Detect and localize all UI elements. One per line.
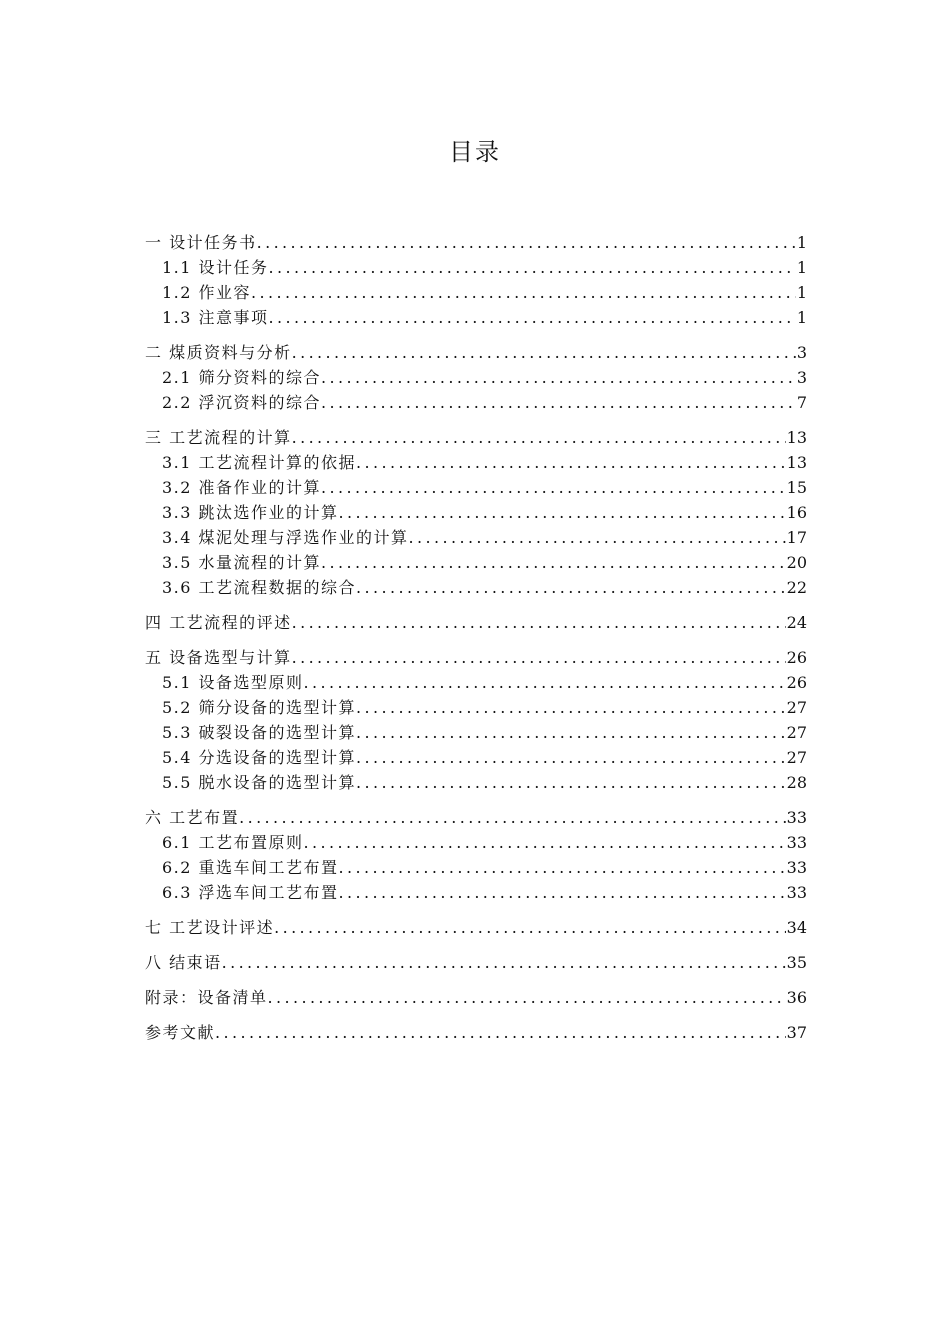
toc-leader-dots bbox=[239, 805, 786, 830]
toc-leader-dots bbox=[269, 305, 796, 330]
toc-entry[interactable] bbox=[145, 855, 807, 880]
toc-page-number: 1 bbox=[796, 258, 807, 277]
toc-entry-label: 5.1 设备选型原则 bbox=[162, 673, 304, 692]
toc-page-number: 13 bbox=[786, 453, 807, 472]
toc-page-number: 13 bbox=[786, 428, 807, 447]
toc-page-number: 7 bbox=[796, 393, 807, 412]
toc-entry-label: 5.2 筛分设备的选型计算 bbox=[162, 698, 357, 717]
toc-page-number: 35 bbox=[786, 953, 807, 972]
toc-leader-dots bbox=[222, 950, 786, 975]
toc-page-number: 1 bbox=[796, 283, 807, 302]
toc-entry-label: 五 设备选型与计算 bbox=[145, 648, 292, 667]
toc-page-number: 33 bbox=[786, 808, 807, 827]
table-of-contents bbox=[145, 230, 807, 1045]
toc-entry-label: 1.2 作业容 bbox=[162, 283, 252, 302]
toc-entry[interactable] bbox=[145, 450, 807, 475]
toc-entry-label: 3.5 水量流程的计算 bbox=[162, 553, 322, 572]
toc-leader-dots bbox=[304, 830, 786, 855]
toc-leader-dots bbox=[292, 645, 786, 670]
toc-entry-label: 3.2 准备作业的计算 bbox=[162, 478, 322, 497]
toc-entry-label: 七 工艺设计评述 bbox=[145, 918, 275, 937]
toc-entry-label: 5.4 分选设备的选型计算 bbox=[162, 748, 357, 767]
toc-entry-label: 1.1 设计任务 bbox=[162, 258, 269, 277]
toc-leader-dots bbox=[356, 720, 786, 745]
toc-leader-dots bbox=[257, 230, 796, 255]
toc-leader-dots bbox=[274, 915, 786, 940]
toc-entry-label: 四 工艺流程的评述 bbox=[145, 613, 292, 632]
toc-page-number: 27 bbox=[786, 698, 807, 717]
toc-entry[interactable] bbox=[145, 280, 807, 305]
toc-entry-label: 3.3 跳汰选作业的计算 bbox=[162, 503, 339, 522]
toc-page-number: 33 bbox=[786, 833, 807, 852]
toc-entry-label: 二 煤质资料与分析 bbox=[145, 343, 292, 362]
toc-entry-label: 六 工艺布置 bbox=[145, 808, 240, 827]
toc-page-number: 20 bbox=[786, 553, 807, 572]
toc-entry[interactable] bbox=[145, 950, 807, 975]
toc-entry-label: 三 工艺流程的计算 bbox=[145, 428, 292, 447]
toc-entry[interactable] bbox=[145, 745, 807, 770]
toc-entry[interactable] bbox=[145, 645, 807, 670]
toc-entry[interactable] bbox=[145, 255, 807, 280]
toc-page-number: 15 bbox=[786, 478, 807, 497]
toc-entry[interactable] bbox=[145, 550, 807, 575]
toc-page-number: 26 bbox=[786, 648, 807, 667]
toc-leader-dots bbox=[356, 575, 786, 600]
toc-entry-label: 3.4 煤泥处理与浮选作业的计算 bbox=[162, 528, 409, 547]
toc-entry-label: 6.2 重选车间工艺布置 bbox=[162, 858, 339, 877]
toc-page-number: 26 bbox=[786, 673, 807, 692]
toc-page-number: 1 bbox=[796, 233, 807, 252]
toc-page-number: 22 bbox=[786, 578, 807, 597]
toc-entry-label: 6.3 浮选车间工艺布置 bbox=[162, 883, 339, 902]
toc-page-number: 3 bbox=[796, 368, 807, 387]
toc-entry[interactable] bbox=[145, 365, 807, 390]
toc-entry[interactable] bbox=[145, 880, 807, 905]
toc-entry-label: 5.5 脱水设备的选型计算 bbox=[162, 773, 357, 792]
toc-entry[interactable] bbox=[145, 305, 807, 330]
toc-leader-dots bbox=[356, 695, 786, 720]
toc-entry-label: 参考文献 bbox=[145, 1023, 216, 1042]
toc-leader-dots bbox=[292, 425, 786, 450]
toc-page-number: 28 bbox=[786, 773, 807, 792]
toc-leader-dots bbox=[339, 855, 786, 880]
toc-leader-dots bbox=[304, 670, 786, 695]
toc-page-number: 33 bbox=[786, 883, 807, 902]
toc-leader-dots bbox=[268, 985, 786, 1010]
toc-entry[interactable] bbox=[145, 770, 807, 795]
toc-page-number: 1 bbox=[796, 308, 807, 327]
toc-leader-dots bbox=[356, 450, 786, 475]
toc-entry[interactable] bbox=[145, 830, 807, 855]
toc-entry[interactable] bbox=[145, 230, 807, 255]
toc-leader-dots bbox=[215, 1020, 786, 1045]
toc-entry-label: 1.3 注意事项 bbox=[162, 308, 269, 327]
toc-title: 目录 bbox=[449, 138, 501, 166]
toc-page-number: 16 bbox=[786, 503, 807, 522]
toc-leader-dots bbox=[339, 500, 786, 525]
toc-page-number: 34 bbox=[786, 918, 807, 937]
toc-entry[interactable] bbox=[145, 695, 807, 720]
toc-entry-label: 3.1 工艺流程计算的依据 bbox=[162, 453, 357, 472]
toc-leader-dots bbox=[356, 745, 786, 770]
toc-leader-dots bbox=[292, 340, 796, 365]
toc-page-number: 27 bbox=[786, 748, 807, 767]
toc-entry[interactable] bbox=[145, 670, 807, 695]
toc-entry-label: 6.1 工艺布置原则 bbox=[162, 833, 304, 852]
toc-entry[interactable] bbox=[145, 500, 807, 525]
toc-entry-label: 3.6 工艺流程数据的综合 bbox=[162, 578, 357, 597]
toc-page-number: 17 bbox=[786, 528, 807, 547]
toc-entry[interactable] bbox=[145, 610, 807, 635]
toc-leader-dots bbox=[321, 475, 786, 500]
toc-leader-dots bbox=[321, 390, 796, 415]
toc-leader-dots bbox=[409, 525, 786, 550]
toc-leader-dots bbox=[356, 770, 786, 795]
toc-entry[interactable] bbox=[145, 805, 807, 830]
toc-page-number: 37 bbox=[786, 1023, 807, 1042]
toc-page-number: 36 bbox=[786, 988, 807, 1007]
toc-entry[interactable] bbox=[145, 390, 807, 415]
toc-entry-label: 八 结束语 bbox=[145, 953, 222, 972]
toc-entry[interactable] bbox=[145, 985, 807, 1010]
toc-entry-label: 2.1 筛分资料的综合 bbox=[162, 368, 322, 387]
toc-page-number: 27 bbox=[786, 723, 807, 742]
toc-entry-label: 2.2 浮沉资料的综合 bbox=[162, 393, 322, 412]
toc-entry[interactable] bbox=[145, 340, 807, 365]
toc-entry[interactable] bbox=[145, 915, 807, 940]
toc-entry[interactable] bbox=[145, 525, 807, 550]
toc-entry-label: 附录：设备清单 bbox=[145, 988, 268, 1007]
toc-page-number: 3 bbox=[796, 343, 807, 362]
toc-leader-dots bbox=[321, 550, 786, 575]
toc-leader-dots bbox=[251, 280, 796, 305]
toc-leader-dots bbox=[292, 610, 786, 635]
toc-page-number: 24 bbox=[786, 613, 807, 632]
toc-leader-dots bbox=[321, 365, 796, 390]
toc-entry[interactable] bbox=[145, 475, 807, 500]
toc-page-number: 33 bbox=[786, 858, 807, 877]
toc-entry-label: 一 设计任务书 bbox=[145, 233, 257, 252]
toc-entry[interactable] bbox=[145, 1020, 807, 1045]
toc-leader-dots bbox=[269, 255, 796, 280]
toc-leader-dots bbox=[339, 880, 786, 905]
toc-entry[interactable] bbox=[145, 720, 807, 745]
toc-entry[interactable] bbox=[145, 575, 807, 600]
toc-entry[interactable] bbox=[145, 425, 807, 450]
toc-entry-label: 5.3 破裂设备的选型计算 bbox=[162, 723, 357, 742]
